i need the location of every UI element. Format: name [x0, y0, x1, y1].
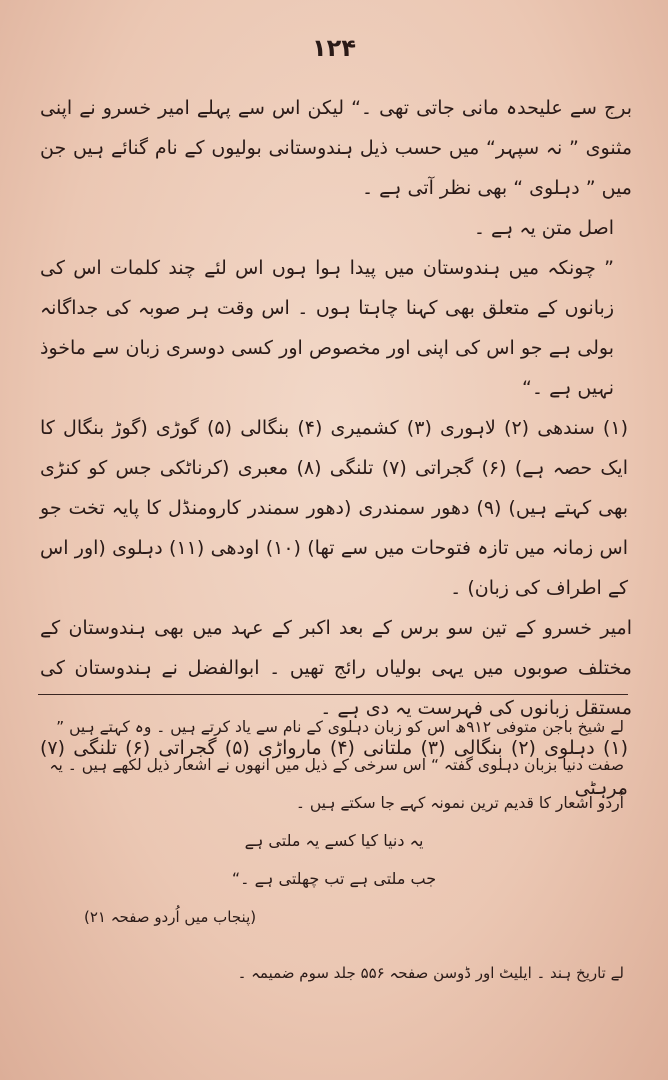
- quote-paragraph: ” چونکہ میں ہندوستان میں پیدا ہوا ہوں اس لئے چند کلمات اس کی زبانوں کے متعلق بھی کہنا چاہتا ہوں ۔ اس وقت ہر صوبہ کی جداگانہ بولی ہے جو اس کی اپنی اور مخصوص اور کسی دوسری زبان سے ماخوذ نہیں ہے ۔“: [40, 257, 614, 399]
- footnote-reference: (پنجاب میں اُردو صفحہ ۲۱): [84, 908, 257, 926]
- paragraph-1: برج سے علیحدہ مانی جاتی تھی ۔“ لیکن اس سے پہلے امیر خسرو نے اپنی مثنوی ” نہ سپہر“ میں حسب ذیل ہندوستانی بولیوں کے نام گنائے ہیں جن میں ” دہلوی “ بھی نظر آتی ہے ۔: [40, 97, 632, 199]
- footnotes: [44, 708, 624, 992]
- main-text: [40, 88, 632, 808]
- paragraph-2: اصل متن یہ ہے ۔: [473, 217, 614, 239]
- verse-line-2: جب ملتی ہے تب چھلتی ہے ۔“: [231, 869, 437, 888]
- page-number: ۱۲۴: [312, 34, 356, 62]
- footnote-2: لے تاریخ ہند ۔ ایلیٹ اور ڈوسن صفحہ ۵۵۶ جلد سوم ضمیمہ ۔: [237, 964, 624, 982]
- footnote-divider: [38, 694, 628, 695]
- language-list-2: (۱) دہلوی (۲) بنگالی (۳) ملتانی (۴) مارواڑی (۵) گجراتی (۶) تلنگی (۷) مرہٹی: [40, 737, 628, 799]
- paragraph-3: امیر خسرو کے تین سو برس کے بعد اکبر کے عہد میں بھی ہندوستان کے مختلف صوبوں میں یہی بولیاں رائج تھیں ۔ ابوالفضل نے ہندوستان کی مستقل زبانوں کی فہرست یہ دی ہے ۔: [40, 617, 632, 719]
- language-list-1: (۱) سندھی (۲) لاہوری (۳) کشمیری (۴) بنگالی (۵) گوڑی (گوڑ بنگال کا ایک حصہ ہے) (۶) گجراتی (۷) تلنگی (۸) معبری (کرناٹکی جس کو کنڑی بھی کہتے ہیں) (۹) دھور سمندری (دھور سمندر کارومنڈل کا پایہ تخت جو اس زمانہ میں تازہ فتوحات میں سے تھا) (۱۰) اودھی (۱۱) دہلوی (اور اس کے اطراف کی زبان) ۔: [40, 417, 629, 599]
- footnote-1: لے شیخ باجن متوفی ۹۱۲ھ اس کو زبان دہلوی کے نام سے یاد کرتے ہیں ۔ وہ کہتے ہیں ” صفت دنیا بزبان دہلوی گفتہ “ اس سرخی کے ذیل میں انھوں نے اشعار ذیل لکھے ہیں ۔ یہ اُردو اشعار کا قدیم ترین نمونہ کہے جا سکتے ہیں ۔: [49, 718, 624, 812]
- verse-line-1: یہ دنیا کیا کسے یہ ملتی ہے: [244, 831, 424, 850]
